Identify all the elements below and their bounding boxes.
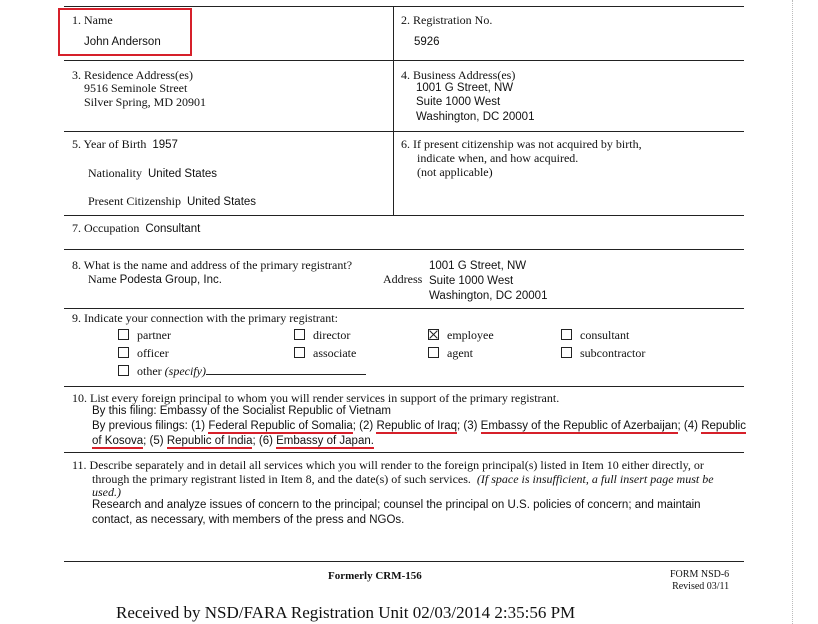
form-id: FORM NSD-6 bbox=[670, 569, 730, 580]
principal-india: Republic of India bbox=[166, 435, 253, 447]
item11-question: 11. Describe separately and in detail all services which you will render to the foreign principal(s) listed in Item 10 either directly, or bbox=[72, 458, 704, 472]
item6-line: indicate when, and how acquired. bbox=[417, 151, 579, 165]
item11-note-cont: used.) bbox=[92, 485, 121, 499]
item10-question: 10. List every foreign principal to whom you will render services in support of the primary registrant. bbox=[72, 391, 560, 405]
rule bbox=[64, 561, 744, 562]
checkbox-subcontractor[interactable] bbox=[561, 347, 572, 358]
item11-question-cont: through the primary registrant listed in Item 8, and the date(s) of such services. bbox=[92, 472, 471, 486]
this-filing: By this filing: Embassy of the Socialist Republic of Vietnam bbox=[92, 405, 391, 417]
scan-edge bbox=[792, 0, 794, 624]
item5-label: 5. Year of Birth bbox=[72, 137, 147, 151]
registrant-address-line: Suite 1000 West bbox=[429, 275, 514, 287]
address-label: Address bbox=[383, 272, 423, 286]
option-agent[interactable]: agent bbox=[428, 346, 473, 360]
option-other[interactable]: other (specify) bbox=[118, 364, 366, 378]
nationality-value: United States bbox=[148, 168, 218, 180]
citizenship-value: United States bbox=[187, 196, 257, 208]
services-answer: contact, as necessary, with members of the press and NGOs. bbox=[92, 514, 405, 526]
checkbox-consultant[interactable] bbox=[561, 329, 572, 340]
principal-iraq: Republic of Iraq bbox=[376, 420, 457, 432]
occupation-value: Consultant bbox=[145, 223, 201, 235]
item8-question: 8. What is the name and address of the primary registrant? bbox=[72, 258, 353, 272]
other-specify-field[interactable] bbox=[206, 364, 366, 375]
option-subcontractor[interactable]: subcontractor bbox=[561, 346, 645, 360]
item1-name-value: John Anderson bbox=[84, 36, 161, 48]
services-answer: Research and analyze issues of concern to the principal; counsel the principal on U.S. policies of concern; and maintain bbox=[92, 499, 701, 511]
year-of-birth-value: 1957 bbox=[152, 139, 178, 151]
option-partner[interactable]: partner bbox=[118, 328, 171, 342]
item2-registration-value: 5926 bbox=[414, 36, 440, 48]
formerly-label: Formerly CRM-156 bbox=[328, 570, 422, 582]
item6-line: 6. If present citizenship was not acquired by birth, bbox=[401, 137, 642, 151]
nationality-label: Nationality bbox=[88, 166, 142, 180]
rule bbox=[64, 131, 744, 132]
citizenship-label: Present Citizenship bbox=[88, 194, 181, 208]
received-stamp: Received by NSD/FARA Registration Unit 02/03/2014 2:35:56 PM bbox=[116, 603, 576, 622]
checkbox-officer[interactable] bbox=[118, 347, 129, 358]
option-officer[interactable]: officer bbox=[118, 346, 169, 360]
item7-label: 7. Occupation bbox=[72, 221, 140, 235]
item9-question: 9. Indicate your connection with the primary registrant: bbox=[72, 311, 338, 325]
option-director[interactable]: director bbox=[294, 328, 350, 342]
business-line: Suite 1000 West bbox=[416, 96, 501, 108]
item3-label: 3. Residence Address(es) bbox=[72, 68, 193, 82]
option-employee[interactable]: employee bbox=[428, 328, 494, 342]
rule bbox=[64, 215, 744, 216]
checkbox-director[interactable] bbox=[294, 329, 305, 340]
rule bbox=[64, 249, 744, 250]
item11-note: (If space is insufficient, a full insert page must be bbox=[476, 472, 714, 486]
checkbox-other[interactable] bbox=[118, 365, 129, 376]
principal-azerbaijan: Embassy of the Republic of Azerbaijan bbox=[480, 420, 678, 432]
column-divider bbox=[393, 6, 394, 215]
rule bbox=[64, 6, 744, 7]
name-label: Name bbox=[88, 272, 117, 286]
residence-line: Silver Spring, MD 20901 bbox=[84, 95, 207, 109]
option-consultant[interactable]: consultant bbox=[561, 328, 629, 342]
checkbox-partner[interactable] bbox=[118, 329, 129, 340]
primary-registrant-name: Podesta Group, Inc. bbox=[119, 274, 222, 286]
rule bbox=[64, 308, 744, 309]
rule bbox=[64, 60, 744, 61]
business-line: 1001 G Street, NW bbox=[416, 82, 514, 94]
item2-label: 2. Registration No. bbox=[401, 13, 493, 27]
checkbox-agent[interactable] bbox=[428, 347, 439, 358]
revised-date: Revised 03/11 bbox=[672, 581, 730, 592]
business-line: Washington, DC 20001 bbox=[416, 111, 535, 123]
checkbox-employee-checked[interactable] bbox=[428, 329, 439, 340]
principal-kosova-part2: of Kosova bbox=[92, 435, 144, 447]
principal-somalia: Federal Republic of Somalia bbox=[208, 420, 353, 432]
rule bbox=[64, 452, 744, 453]
checkbox-associate[interactable] bbox=[294, 347, 305, 358]
principal-kosova-part1: Republic bbox=[701, 420, 746, 432]
residence-line: 9516 Seminole Street bbox=[84, 81, 188, 95]
item6-line: (not applicable) bbox=[417, 165, 493, 179]
registrant-address-line: Washington, DC 20001 bbox=[429, 290, 548, 302]
item1-label: 1. Name bbox=[72, 13, 113, 27]
principal-japan: Embassy of Japan. bbox=[276, 435, 374, 447]
option-associate[interactable]: associate bbox=[294, 346, 356, 360]
registrant-address-line: 1001 G Street, NW bbox=[429, 260, 527, 272]
rule bbox=[64, 386, 744, 387]
item4-label: 4. Business Address(es) bbox=[401, 68, 516, 82]
